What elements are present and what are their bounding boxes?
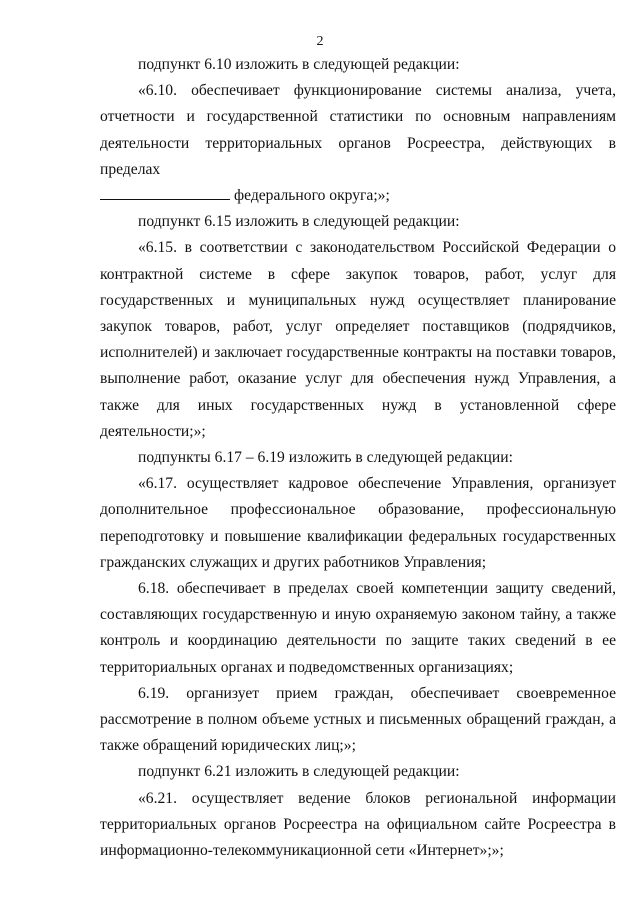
paragraph-6-19: 6.19. организует прием граждан, обеспечивает своевременное рассмотрение в полном объеме устных и письменных обращений граждан, а также обращений юридических лиц;»; <box>100 684 616 755</box>
paragraph-6-21: «6.21. осуществляет ведение блоков региональной информации территориальных органов Росреестра на официальном сайте Росреестра в информационно-телекоммуникационной сети «Интернет»;»; <box>100 789 616 860</box>
paragraph-6-18: 6.18. обеспечивает в пределах своей компетенции защиту сведений, составляющих государственную и иную охраняемую законом тайну, а также контроль и координацию деятельности по защите таких сведений в ее территориальных органах и подведомственных организациях; <box>100 580 616 676</box>
paragraph-6-17: «6.17. осуществляет кадровое обеспечение Управления, организует дополнительное профессиональное образование, профессиональную переподготовку и повышение квалификации федеральных государственных гражданских служащих и других работников Управления; <box>100 475 616 571</box>
paragraph-6-10-tail <box>100 183 616 209</box>
paragraph-6-10 <box>100 78 616 183</box>
document-body <box>100 52 616 864</box>
paragraph-instruction-6-10: подпункт 6.10 изложить в следующей редакции: <box>138 56 460 73</box>
paragraph-instruction-6-21: подпункт 6.21 изложить в следующей редакции: <box>138 763 460 781</box>
paragraph-instruction-6-17-6-19: подпункты 6.17 – 6.19 изложить в следующей редакции: <box>138 449 513 467</box>
paragraph-6-10-text: «6.10. обеспечивает функционирование системы анализа, учета, отчетности и государственной статистики по основным направлениям деятельности территориальных органов Росреестра, действующих в пределах <box>100 82 616 178</box>
paragraph-6-10-tail-text: федерального округа;»; <box>234 187 390 205</box>
page-number: 2 <box>316 34 324 49</box>
paragraph-instruction-6-15: подпункт 6.15 изложить в следующей редакции: <box>138 213 460 231</box>
blank-fill-line <box>100 185 230 200</box>
paragraph-6-15: «6.15. в соответствии с законодательством Российской Федерации о контрактной системе в сфере закупок товаров, работ, услуг для государственных и муниципальных нужд осуществляет планирование закупок товаров, работ, услуг определяет поставщиков (подрядчиков, исполнителей) и заключает государственные контракты на поставки товаров, выполнение работ, оказание услуг для обеспечения нужд Управления, а также для иных государственных нужд в установленной сфере деятельности;»; <box>100 239 616 440</box>
